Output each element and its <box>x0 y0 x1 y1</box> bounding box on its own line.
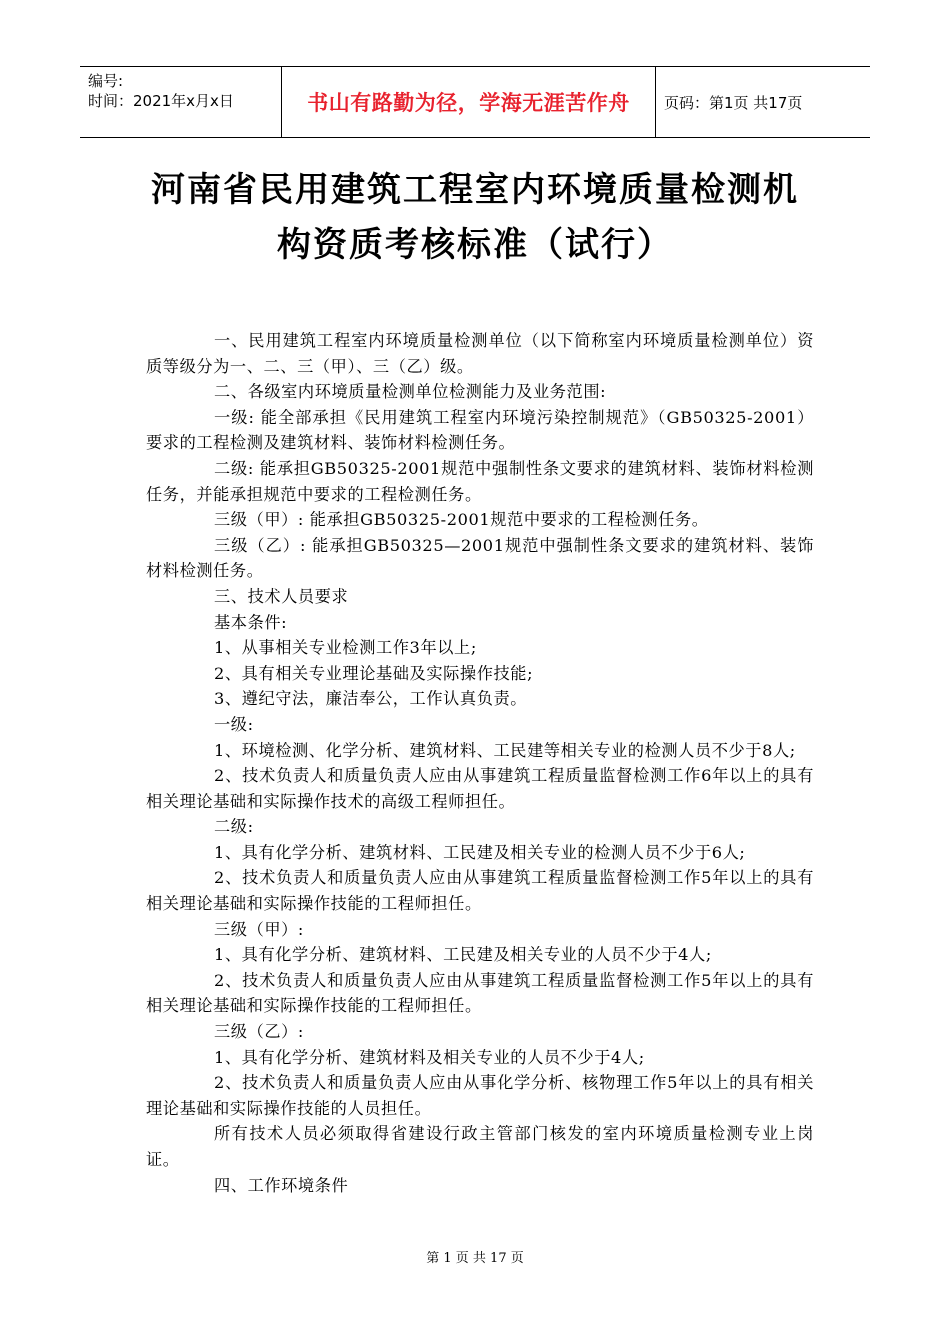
header-motto: 书山有路勤为径，学海无涯苦作舟 <box>282 67 656 137</box>
document-body <box>146 328 814 1198</box>
paragraph: 一、民用建筑工程室内环境质量检测单位（以下简称室内环境质量检测单位）资质等级分为一、二、三（甲）、三（乙）级。 <box>146 331 814 376</box>
paragraph: 2、技术负责人和质量负责人应由从事建筑工程质量监督检测工作5年以上的具有相关理论基础和实际操作技能的工程师担任。 <box>146 868 814 914</box>
paragraph: 1、从事相关专业检测工作3年以上; <box>214 638 477 658</box>
page-footer: 第 1 页 共 17 页 <box>426 1251 524 1266</box>
paragraph: 基本条件: <box>214 612 288 632</box>
page-header <box>80 66 870 138</box>
paragraph: 二、各级室内环境质量检测单位检测能力及业务范围: <box>214 382 607 402</box>
paragraph: 三、技术人员要求 <box>214 586 349 606</box>
paragraph: 1、环境检测、化学分析、建筑材料、工民建等相关专业的检测人员不少于8人; <box>214 740 796 760</box>
paragraph: 三级（甲）: 能承担GB50325-2001规范中要求的工程检测任务。 <box>214 510 709 530</box>
header-page-info: 页码：第1页 共17页 <box>664 93 803 112</box>
paragraph: 2、技术负责人和质量负责人应由从事建筑工程质量监督检测工作5年以上的具有相关理论基础和实际操作技能的工程师担任。 <box>146 970 814 1016</box>
paragraph: 一级: <box>214 714 254 734</box>
paragraph: 二级: <box>214 817 254 837</box>
paragraph: 四、工作环境条件 <box>214 1175 349 1195</box>
paragraph: 三级（乙）: <box>214 1022 304 1042</box>
paragraph: 2、具有相关专业理论基础及实际操作技能; <box>214 663 534 683</box>
paragraph: 三级（甲）: <box>214 919 304 939</box>
paragraph: 1、具有化学分析、建筑材料、工民建及相关专业的人员不少于4人; <box>214 945 712 965</box>
paragraph: 1、具有化学分析、建筑材料、工民建及相关专业的检测人员不少于6人; <box>214 842 746 862</box>
paragraph: 1、具有化学分析、建筑材料及相关专业的人员不少于4人; <box>214 1047 645 1067</box>
paragraph: 二级: 能承担GB50325-2001规范中强制性条文要求的建筑材料、装饰材料检测任务，并能承担规范中要求的工程检测任务。 <box>146 458 814 504</box>
paragraph: 2、技术负责人和质量负责人应由从事化学分析、核物理工作5年以上的具有相关理论基础和实际操作技能的人员担任。 <box>146 1073 814 1118</box>
paragraph: 一级: 能全部承担《民用建筑工程室内环境污染控制规范》（GB50325-2001）要求的工程检测及建筑材料、装饰材料检测任务。 <box>146 407 814 453</box>
header-number: 编号: <box>88 72 124 90</box>
paragraph: 三级（乙）: 能承担GB50325—2001规范中强制性条文要求的建筑材料、装饰材料检测任务。 <box>146 535 814 581</box>
document-title-line-2: 构资质考核标准（试行） <box>277 225 673 265</box>
document-title-line-1: 河南省民用建筑工程室内环境质量检测机 <box>151 170 799 210</box>
paragraph: 3、遵纪守法，廉洁奉公，工作认真负责。 <box>214 689 528 709</box>
header-meta <box>80 67 282 137</box>
paragraph: 2、技术负责人和质量负责人应由从事建筑工程质量监督检测工作6年以上的具有相关理论基础和实际操作技术的高级工程师担任。 <box>146 766 814 811</box>
paragraph: 所有技术人员必须取得省建设行政主管部门核发的室内环境质量检测专业上岗证。 <box>146 1124 814 1169</box>
header-date: 时间：2021年x月x日 <box>88 92 234 110</box>
